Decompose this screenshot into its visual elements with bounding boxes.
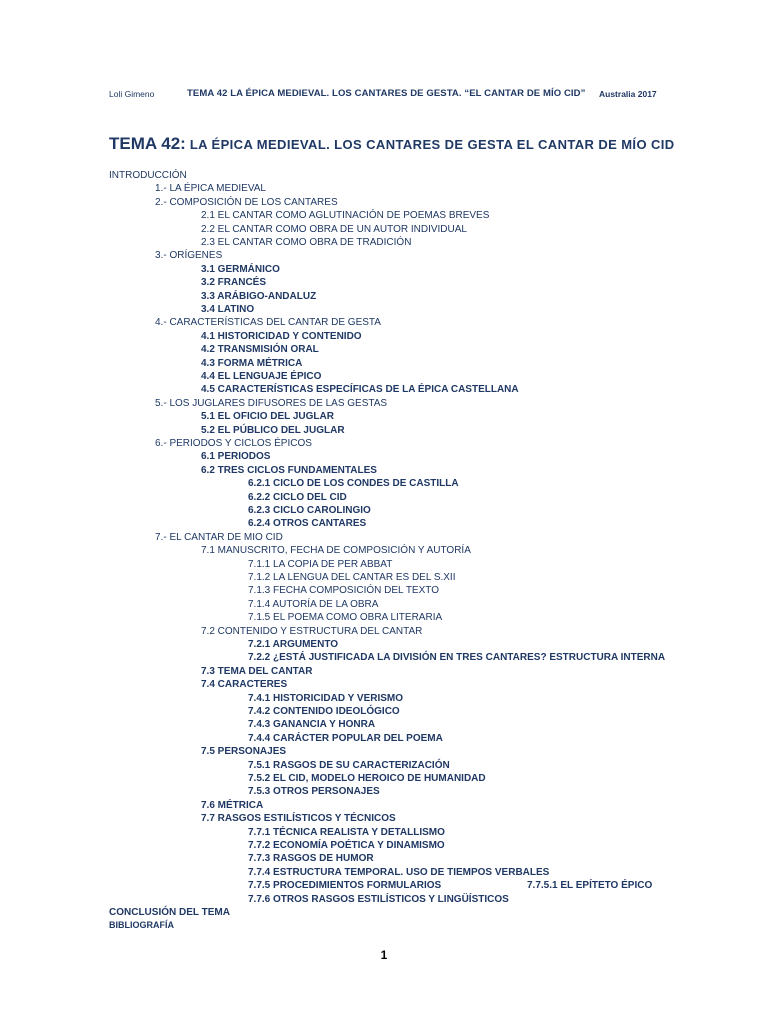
header-author: Loli Gimeno [109,89,155,99]
toc-entry-label: 7.4.3 GANANCIA Y HONRA [248,719,376,731]
toc-entry [248,879,653,892]
toc-entry-label: 6.2 TRES CICLOS FUNDAMENTALES [201,464,377,476]
toc-entry [201,263,280,276]
toc-entry [248,839,445,852]
toc-entry [109,169,187,182]
page-number: 1 [380,948,388,962]
toc-entry [248,852,374,865]
toc-entry [201,745,286,758]
toc-entry [248,759,450,772]
toc-entry [201,450,270,463]
toc-entry-label: 1.- LA ÉPICA MEDIEVAL [155,183,266,195]
toc-entry [201,799,263,812]
toc-entry-label: 7.2 CONTENIDO Y ESTRUCTURA DEL CANTAR [201,625,423,637]
toc-entry-label: 7.- EL CANTAR DE MIO CID [155,531,283,543]
toc-entry-label: 4.2 TRANSMISIÓN ORAL [201,344,319,356]
toc-entry [201,236,411,249]
toc-entry [248,692,403,705]
header-year: Australia 2017 [599,89,657,99]
toc-entry [155,316,381,329]
toc-entry-label: 3.2 FRANCÉS [201,277,267,289]
toc-entry [201,343,319,356]
toc-entry [201,276,266,289]
toc-entry [201,209,489,222]
toc-entry [201,383,519,396]
toc-entry [109,919,174,932]
toc-entry [248,571,456,584]
toc-entry-label: 7.7.6 OTROS RASGOS ESTILÍSTICOS Y LINGÜÍSTICOS [248,893,509,905]
toc-entry-label: 6.- PERIODOS Y CICLOS ÉPICOS [155,438,312,449]
toc-entry [248,517,366,530]
toc-entry-label: 7.2.1 ARGUMENTO [248,639,339,650]
toc-entry [248,705,400,718]
toc-entry-label: 7.7.1 TÉCNICA REALISTA Y DETALLISMO [248,826,445,838]
toc-entry-label: 3.4 LATINO [201,304,255,315]
toc-entry [248,598,378,611]
title-number: TEMA 42: [109,134,186,153]
toc-entry-label: 7.1.1 LA COPIA DE PER ABBAT [248,558,393,570]
toc-entry-label: 7.4 CARACTERES [201,679,288,691]
toc-entry-label: 7.5.1 RASGOS DE SU CARACTERIZACIÓN [248,759,450,771]
toc-entry-label: 7.1.5 EL POEMA COMO OBRA LITERARIA [248,612,443,624]
toc-entry [201,424,345,437]
toc-entry [248,611,442,624]
toc-entry [155,397,387,410]
toc-entry-label: 4.4 EL LENGUAJE ÉPICO [201,371,322,382]
toc-entry-label: 7.5.2 EL CID, MODELO HEROICO DE HUMANIDAD [248,773,486,784]
toc-entry [248,785,380,798]
toc-entry [109,906,230,919]
toc-entry-label: 7.5.3 OTROS PERSONAJES [248,786,380,798]
toc-entry-label: 2.3 EL CANTAR COMO OBRA DE TRADICIÓN [201,237,412,248]
toc-entry-label: 7.6 MÉTRICA [201,799,264,811]
toc-entry [201,812,396,825]
toc-entry [248,893,509,906]
toc-entry-label: 7.4.1 HISTORICIDAD Y VERISMO [248,692,404,704]
toc-entry [155,182,266,195]
toc-entry [248,504,371,517]
toc-entry-label: 4.3 FORMA MÉTRICA [201,357,303,369]
toc-entry [155,437,312,450]
toc-entry-label: 7.7 RASGOS ESTILÍSTICOS Y TÉCNICOS [201,813,396,825]
running-header [109,88,669,102]
toc-entry [155,531,283,544]
toc-entry [201,625,422,638]
toc-entry [248,558,392,571]
toc-entry-label: 6.1 PERIODOS [201,451,271,463]
toc-entry-label: 6.2.2 CICLO DEL CID [248,491,347,503]
toc-entry [155,196,338,209]
toc-entry-label: 7.5 PERSONAJES [201,746,287,758]
toc-entry [248,772,486,785]
toc-entry [201,678,287,691]
toc-entry [201,223,467,236]
toc-entry-subitem: 7.7.5.1 EL EPÍTETO ÉPICO [527,880,653,892]
toc-entry [248,477,459,490]
toc-entry [248,584,439,597]
toc-entry-label: 3.1 GERMÁNICO [201,263,280,275]
toc-entry-label: CONCLUSIÓN DEL TEMA [109,907,230,918]
header-topic: TEMA 42 LA ÉPICA MEDIEVAL. LOS CANTARES DE GESTA. “EL CANTAR DE MÍO CID” [187,88,586,99]
toc-entry [248,638,338,651]
toc-entry-label: INTRODUCCIÓN [109,170,187,181]
toc-entry-label: 7.4.4 CARÁCTER POPULAR DEL POEMA [248,732,443,744]
toc-entry-label: BIBLIOGRAFÍA [109,920,174,931]
toc-entry-label: 3.3 ARÁBIGO-ANDALUZ [201,290,317,302]
toc-entry [248,718,375,731]
toc-entry-label: 7.1.4 AUTORÍA DE LA OBRA [248,598,379,610]
title-text: LA ÉPICA MEDIEVAL. LOS CANTARES DE GESTA EL CANTAR DE MÍO CID [185,137,675,152]
toc-entry-label: 2.- COMPOSICIÓN DE LOS CANTARES [155,196,338,208]
toc-entry [248,651,665,664]
toc-entry-label: 7.1 MANUSCRITO, FECHA DE COMPOSICIÓN Y AUTORÍA [201,545,471,557]
toc-entry-label: 5.- LOS JUGLARES DIFUSORES DE LAS GESTAS [155,397,388,409]
toc-entry-label: 4.- CARACTERÍSTICAS DEL CANTAR DE GESTA [155,317,381,329]
toc-entry [248,866,549,879]
toc-entry-label: 7.7.2 ECONOMÍA POÉTICA Y DINAMISMO [248,840,445,851]
toc-entry-label: 7.4.2 CONTENIDO IDEOLÓGICO [248,706,400,717]
toc-entry [201,370,321,383]
toc-entry-label: 7.1.2 LA LENGUA DEL CANTAR ES DEL S.XII [248,572,456,583]
toc-entry [201,290,316,303]
toc-entry [201,410,334,423]
toc-entry-label: 2.2 EL CANTAR COMO OBRA DE UN AUTOR INDIVIDUAL [201,223,467,235]
toc-entry-label: 6.2.3 CICLO CAROLINGIO [248,505,371,516]
toc-entry-label: 4.5 CARACTERÍSTICAS ESPECÍFICAS DE LA ÉPICA CASTELLANA [201,384,519,396]
toc-entry [248,732,443,745]
toc-entry-label: 7.7.5 PROCEDIMIENTOS FORMULARIOS [248,880,442,892]
toc-entry-label: 6.2.4 OTROS CANTARES [248,518,367,530]
toc-entry [248,826,445,839]
toc-entry-label: 5.2 EL PÚBLICO DEL JUGLAR [201,424,345,436]
toc-entry-label: 7.2.2 ¿ESTÁ JUSTIFICADA LA DIVISIÓN EN TRES CANTARES? ESTRUCTURA INTERNA [248,652,666,664]
toc-entry-label: 4.1 HISTORICIDAD Y CONTENIDO [201,330,362,342]
toc-entry [201,303,254,316]
toc-entry-label: 2.1 EL CANTAR COMO AGLUTINACIÓN DE POEMAS BREVES [201,210,490,222]
toc-entry-label: 6.2.1 CICLO DE LOS CONDES DE CASTILLA [248,478,459,490]
toc-entry-label: 7.7.3 RASGOS DE HUMOR [248,853,374,865]
toc-entry-label: 7.7.4 ESTRUCTURA TEMPORAL. USO DE TIEMPOS VERBALES [248,866,550,878]
toc-entry-label: 5.1 EL OFICIO DEL JUGLAR [201,411,334,423]
toc-entry [248,491,347,504]
toc-entry-label: 7.3 TEMA DEL CANTAR [201,665,313,677]
toc-entry-label: 3.- ORÍGENES [155,250,223,262]
toc-entry [201,464,377,477]
page-title [109,134,675,154]
toc-entry-label: 7.1.3 FECHA COMPOSICIÓN DEL TEXTO [248,585,439,597]
toc-entry [155,249,222,262]
toc-entry [201,665,313,678]
toc-entry [201,330,362,343]
toc-entry [201,544,471,557]
toc-entry [201,357,302,370]
